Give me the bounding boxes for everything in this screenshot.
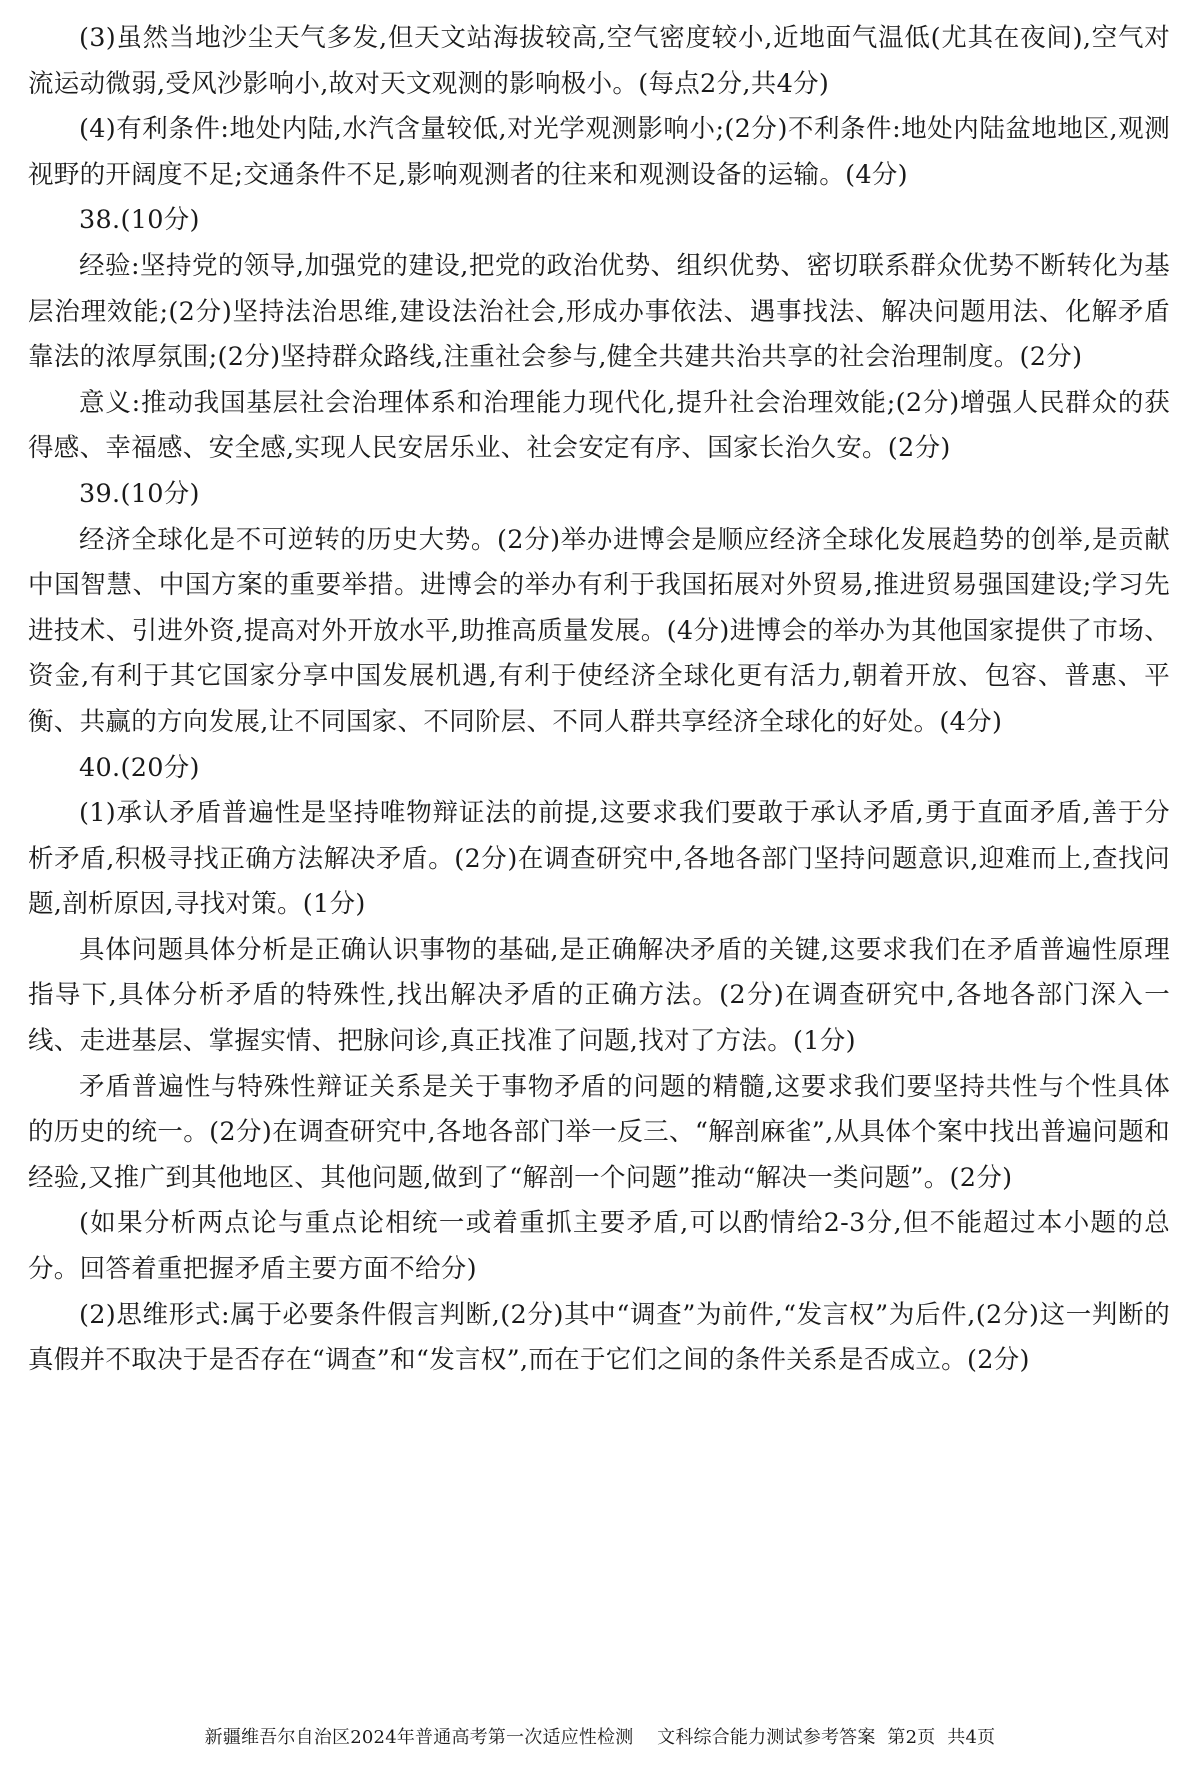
answer-39: 经济全球化是不可逆转的历史大势。(2分)举办进博会是顺应经济全球化发展趋势的创举,是贡献中国智慧、中国方案的重要举措。进博会的举办有利于我国拓展对外贸易,推进贸易强国建设;学习先进技术、引进外资,提高对外开放水平,助推高质量发展。(4分)进博会的举办为其他国家提供了市场、资金,有利于其它国家分享中国发展机遇,有利于使经济全球化更有活力,朝着开放、包容、普惠、平衡、共赢的方向发展,让不同国家、不同阶层、不同人群共享经济全球化的好处。(4分) [28,524,1170,737]
answer-40-2: (2)思维形式:属于必要条件假言判断,(2分)其中“调查”为前件,“发言权”为后件,(2分)这一判断的真假并不取决于是否存在“调查”和“发言权”,而在于它们之间的条件关系是否成立。(2分) [28,1299,1170,1376]
footer-subject: 文科综合能力测试参考答案 [657,1727,876,1748]
question-40-heading: 40.(20分) [79,752,200,783]
answer-37-3: (3)虽然当地沙尘天气多发,但天文站海拔较高,空气密度较小,近地面气温低(尤其在夜间),空气对流运动微弱,受风沙影响小,故对天文观测的影响极小。(每点2分,共4分) [28,23,1170,99]
footer-total-pages: 共4页 [947,1727,996,1748]
answer-40-1-dialectics: 矛盾普遍性与特殊性辩证关系是关于事物矛盾的问题的精髓,这要求我们要坚持共性与个性具体的历史的统一。(2分)在调查研究中,各地各部门举一反三、“解剖麻雀”,从具体个案中找出普遍问题和经验,又推广到其他地区、其他问题,做到了“解剖一个问题”推动“解决一类问题”。(2分) [28,1071,1170,1193]
answer-38-experience: 经验:坚持党的领导,加强党的建设,把党的政治优势、组织优势、密切联系群众优势不断转化为基层治理效能;(2分)坚持法治思维,建设法治社会,形成办事依法、遇事找法、解决问题用法、化解矛盾靠法的浓厚氛围;(2分)坚持群众路线,注重社会参与,健全共建共治共享的社会治理制度。(2分) [28,250,1170,373]
page-footer [0,1726,1200,1750]
question-38-heading: 38.(10分) [79,205,200,236]
footer-exam-title: 新疆维吾尔自治区2024年普通高考第一次适应性检测 [204,1727,634,1748]
answer-38-significance: 意义:推动我国基层社会治理体系和治理能力现代化,提升社会治理效能;(2分)增强人民群众的获得感、幸福感、安全感,实现人民安居乐业、社会安定有序、国家长治久安。(2分) [28,387,1170,464]
answer-40-1-particularity: 具体问题具体分析是正确认识事物的基础,是正确解决矛盾的关键,这要求我们在矛盾普遍性原理指导下,具体分析矛盾的特殊性,找出解决矛盾的正确方法。(2分)在调查研究中,各地各部门深入一线、走进基层、掌握实情、把脉问诊,真正找准了问题,找对了方法。(1分) [28,934,1170,1057]
question-39-heading: 39.(10分) [79,478,200,509]
answer-37-4: (4)有利条件:地处内陆,水汽含量较低,对光学观测影响小;(2分)不利条件:地处内陆盆地地区,观测视野的开阔度不足;交通条件不足,影响观测者的往来和观测设备的运输。(4分) [28,114,1170,190]
answer-page [28,16,1170,1384]
footer-page-number: 第2页 [887,1727,936,1748]
answer-40-1-note: (如果分析两点论与重点论相统一或着重抓主要矛盾,可以酌情给2-3分,但不能超过本小题的总分。回答着重把握矛盾主要方面不给分) [28,1208,1170,1285]
answer-40-1-universality: (1)承认矛盾普遍性是坚持唯物辩证法的前提,这要求我们要敢于承认矛盾,勇于直面矛盾,善于分析矛盾,积极寻找正确方法解决矛盾。(2分)在调查研究中,各地各部门坚持问题意识,迎难而上,查找问题,剖析原因,寻找对策。(1分) [28,798,1170,920]
